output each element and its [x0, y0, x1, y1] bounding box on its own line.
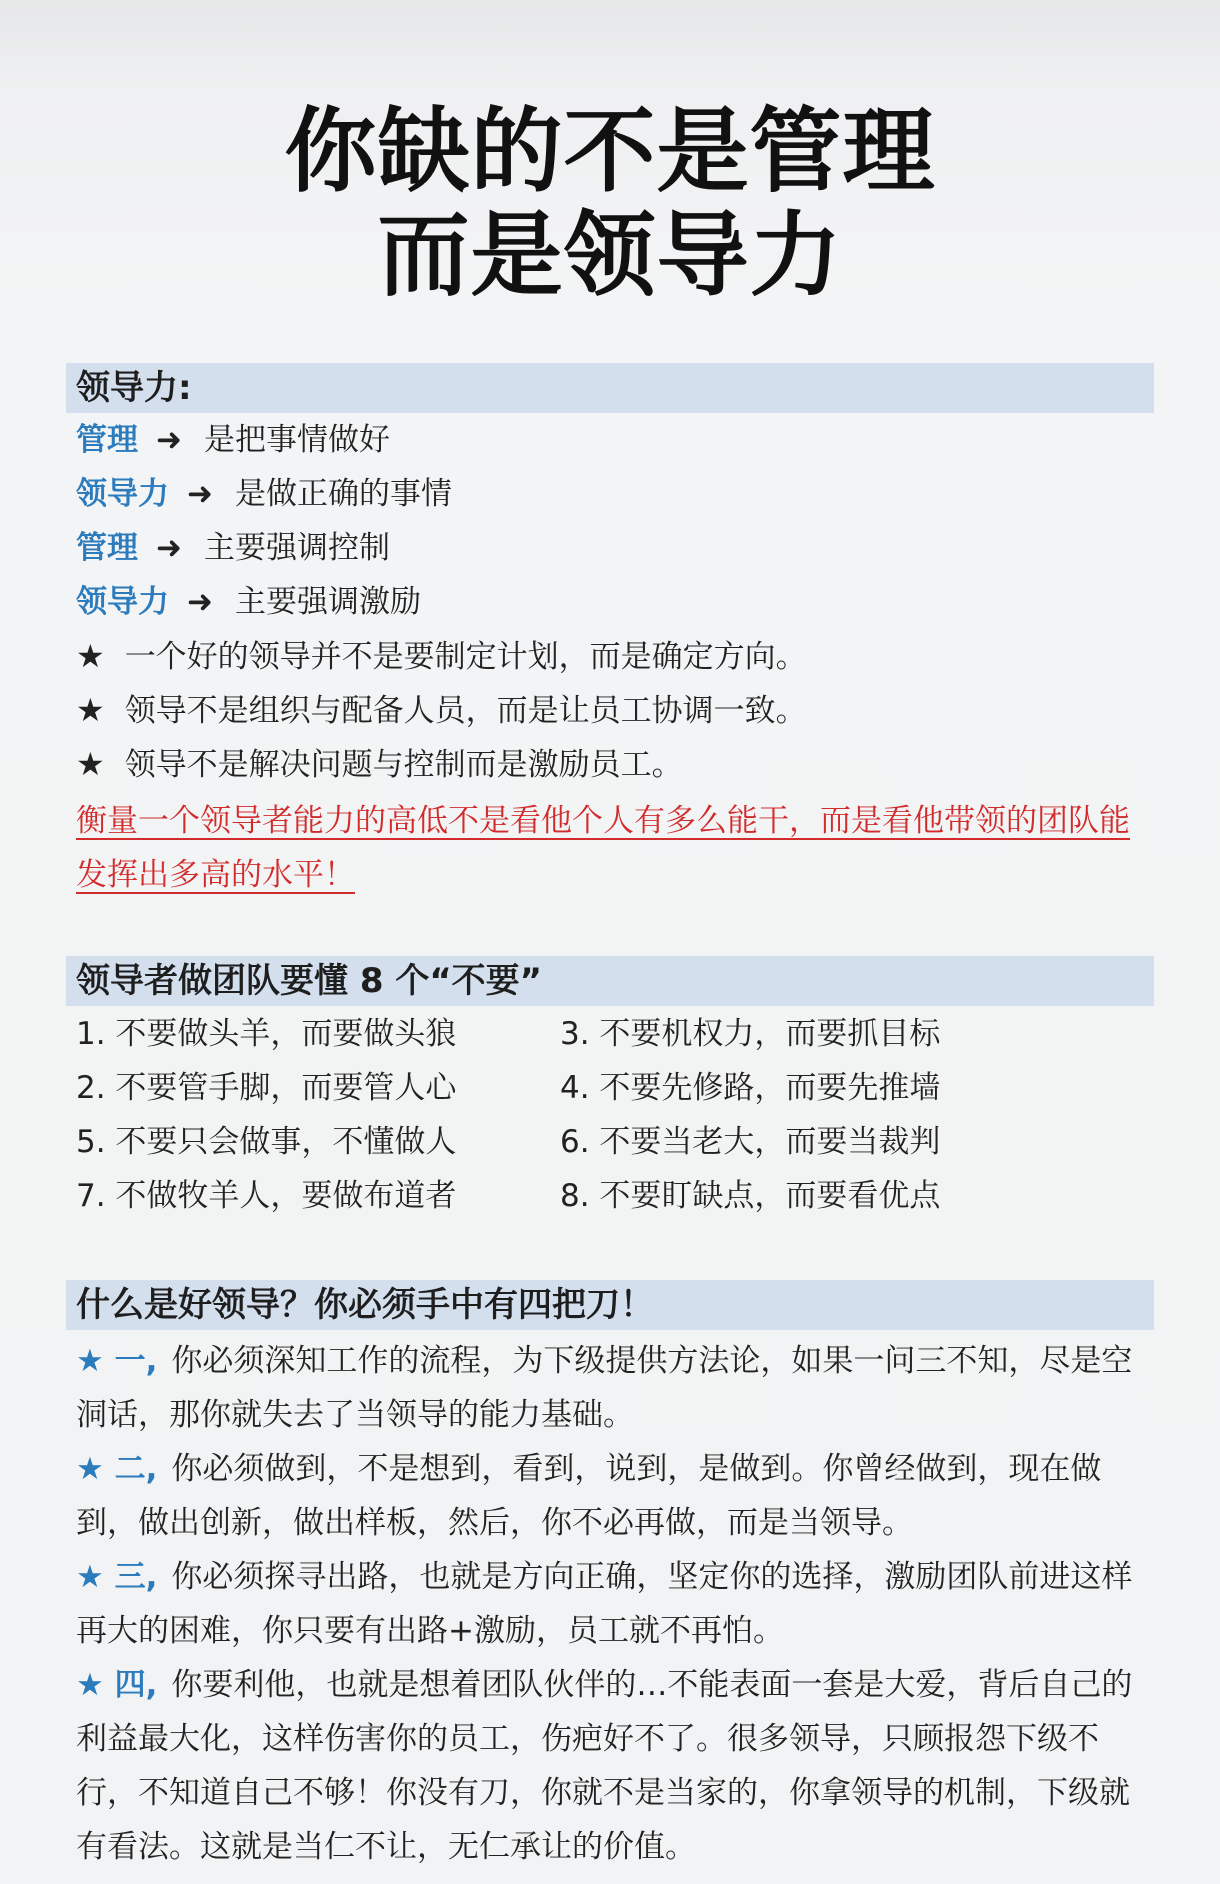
pair-text: 主要强调激励: [234, 584, 421, 620]
highlight-statement: 衡量一个领导者能力的高低不是看他个人有多么能干，而是看他带领的团队能发挥出多高的水平！: [76, 803, 1130, 893]
pair-text: 主要强调控制: [203, 530, 390, 566]
knife-text: 你必须深知工作的流程，为下级提供方法论，如果一问三不知，尽是空洞话，那你就失去了当领导的能力基础。: [76, 1343, 1133, 1433]
star-icon: ★: [76, 637, 105, 675]
knife-paragraph: [76, 1658, 1158, 1874]
knife-number: ★ 二,: [76, 1451, 158, 1487]
star-text: 领导不是解决问题与控制而是激励员工。: [124, 747, 683, 783]
rule-item: 1. 不要做头羊，而要做头狼: [76, 1016, 457, 1052]
knife-text: 你必须做到，不是想到，看到，说到，是做到。你曾经做到，现在做到，做出创新，做出样板，然后，你不必再做，而是当领导。: [76, 1451, 1102, 1541]
rule-item: 5. 不要只会做事，不懂做人: [76, 1124, 457, 1160]
star-line: [76, 634, 807, 679]
arrow-icon: ➜: [156, 422, 182, 458]
title-line-2: 而是领导力: [377, 202, 843, 309]
arrow-icon: ➜: [187, 476, 213, 512]
pair-key: 管理: [76, 530, 138, 566]
arrow-icon: ➜: [156, 530, 182, 566]
star-line: [76, 742, 683, 787]
knife-number: ★ 四,: [76, 1667, 158, 1703]
pair-key: 领导力: [76, 584, 169, 620]
star-text: 一个好的领导并不是要制定计划，而是确定方向。: [124, 639, 807, 675]
title-line-1: 你缺的不是管理: [284, 98, 936, 205]
pair-key: 领导力: [76, 476, 169, 512]
pair-text: 是把事情做好: [203, 422, 390, 458]
rule-item: 7. 不做牧羊人，要做布道者: [76, 1178, 457, 1214]
section-heading-leadership: 领导力:: [66, 363, 1154, 413]
knife-paragraph: [76, 1442, 1158, 1550]
knife-text: 你必须探寻出路，也就是方向正确，坚定你的选择，激励团队前进这样再大的困难，你只要有出路+激励，员工就不再怕。: [76, 1559, 1133, 1649]
knife-number: ★ 一,: [76, 1343, 158, 1379]
knife-text: 你要利他，也就是想着团队伙伴的…不能表面一套是大爱，背后自己的利益最大化，这样伤害你的员工，伤疤好不了。很多领导，只顾报怨下级不行，不知道自己不够！你没有刀，你就不是当家的，你拿领导的机制，下级就有看法。这就是当仁不让，无仁承让的价值。: [76, 1667, 1133, 1865]
rule-item: 4. 不要先修路，而要先推墙: [560, 1070, 941, 1106]
star-line: [76, 688, 807, 733]
rule-item: 3. 不要机权力，而要抓目标: [560, 1016, 941, 1052]
knife-paragraph: [76, 1550, 1158, 1658]
pair-key: 管理: [76, 422, 138, 458]
knife-paragraph: [76, 1334, 1158, 1442]
section-heading-four-knives: 什么是好领导？你必须手中有四把刀！: [66, 1280, 1154, 1330]
rule-item: 6. 不要当老大，而要当裁判: [560, 1124, 941, 1160]
star-icon: ★: [76, 745, 105, 783]
pair-row: [76, 418, 390, 462]
knife-number: ★ 三,: [76, 1559, 158, 1595]
star-icon: ★: [76, 691, 105, 729]
pair-text: 是做正确的事情: [234, 476, 452, 512]
rule-item: 8. 不要盯缺点，而要看优点: [560, 1178, 941, 1214]
section-heading-eight-donts: 领导者做团队要懂 8 个“不要”: [66, 956, 1154, 1006]
pair-row: [76, 580, 421, 624]
pair-row: [76, 526, 390, 570]
star-text: 领导不是组织与配备人员，而是让员工协调一致。: [124, 693, 807, 729]
arrow-icon: ➜: [187, 584, 213, 620]
rule-item: 2. 不要管手脚，而要管人心: [76, 1070, 457, 1106]
pair-row: [76, 472, 452, 516]
